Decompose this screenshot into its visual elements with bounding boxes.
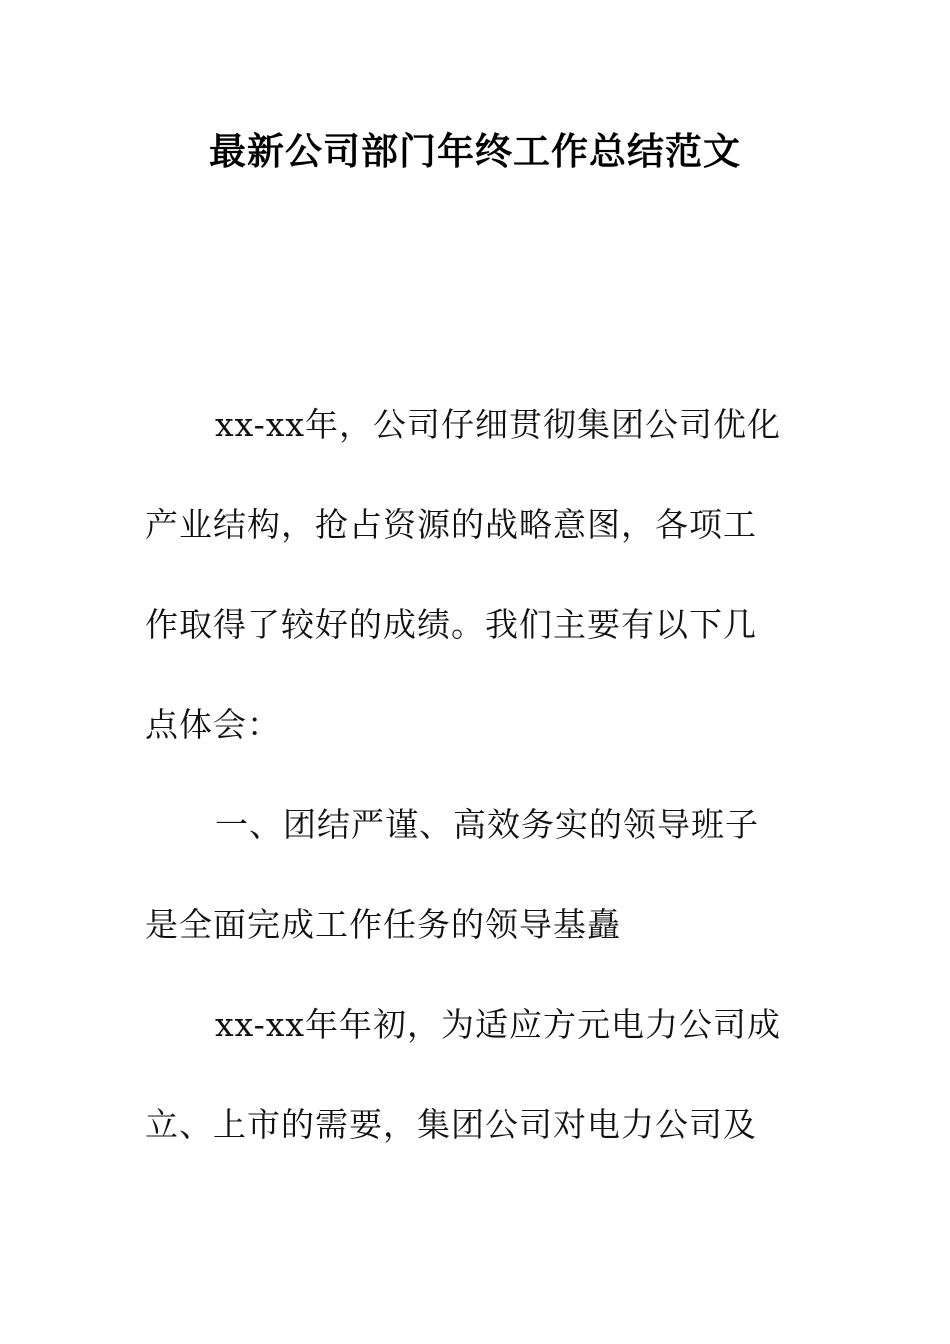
paragraph-line: 产业结构，抢占资源的战略意图，各项工 <box>145 505 757 544</box>
section-heading-line: 是全面完成工作任务的领导基矗 <box>145 905 621 944</box>
section-heading-line: 一、团结严谨、高效务实的领导班子 <box>215 805 759 844</box>
paragraph-line: 立、上市的需要，集团公司对电力公司及 <box>145 1105 757 1144</box>
paragraph-line: 点体会： <box>145 705 281 744</box>
paragraph-line: 作取得了较好的成绩。我们主要有以下几 <box>145 605 757 644</box>
document-title: 最新公司部门年终工作总结范文 <box>209 130 741 173</box>
paragraph-line: xx-xx年年初，为适应方元电力公司成 <box>215 1005 782 1044</box>
paragraph-line: xx-xx年，公司仔细贯彻集团公司优化 <box>215 405 782 444</box>
